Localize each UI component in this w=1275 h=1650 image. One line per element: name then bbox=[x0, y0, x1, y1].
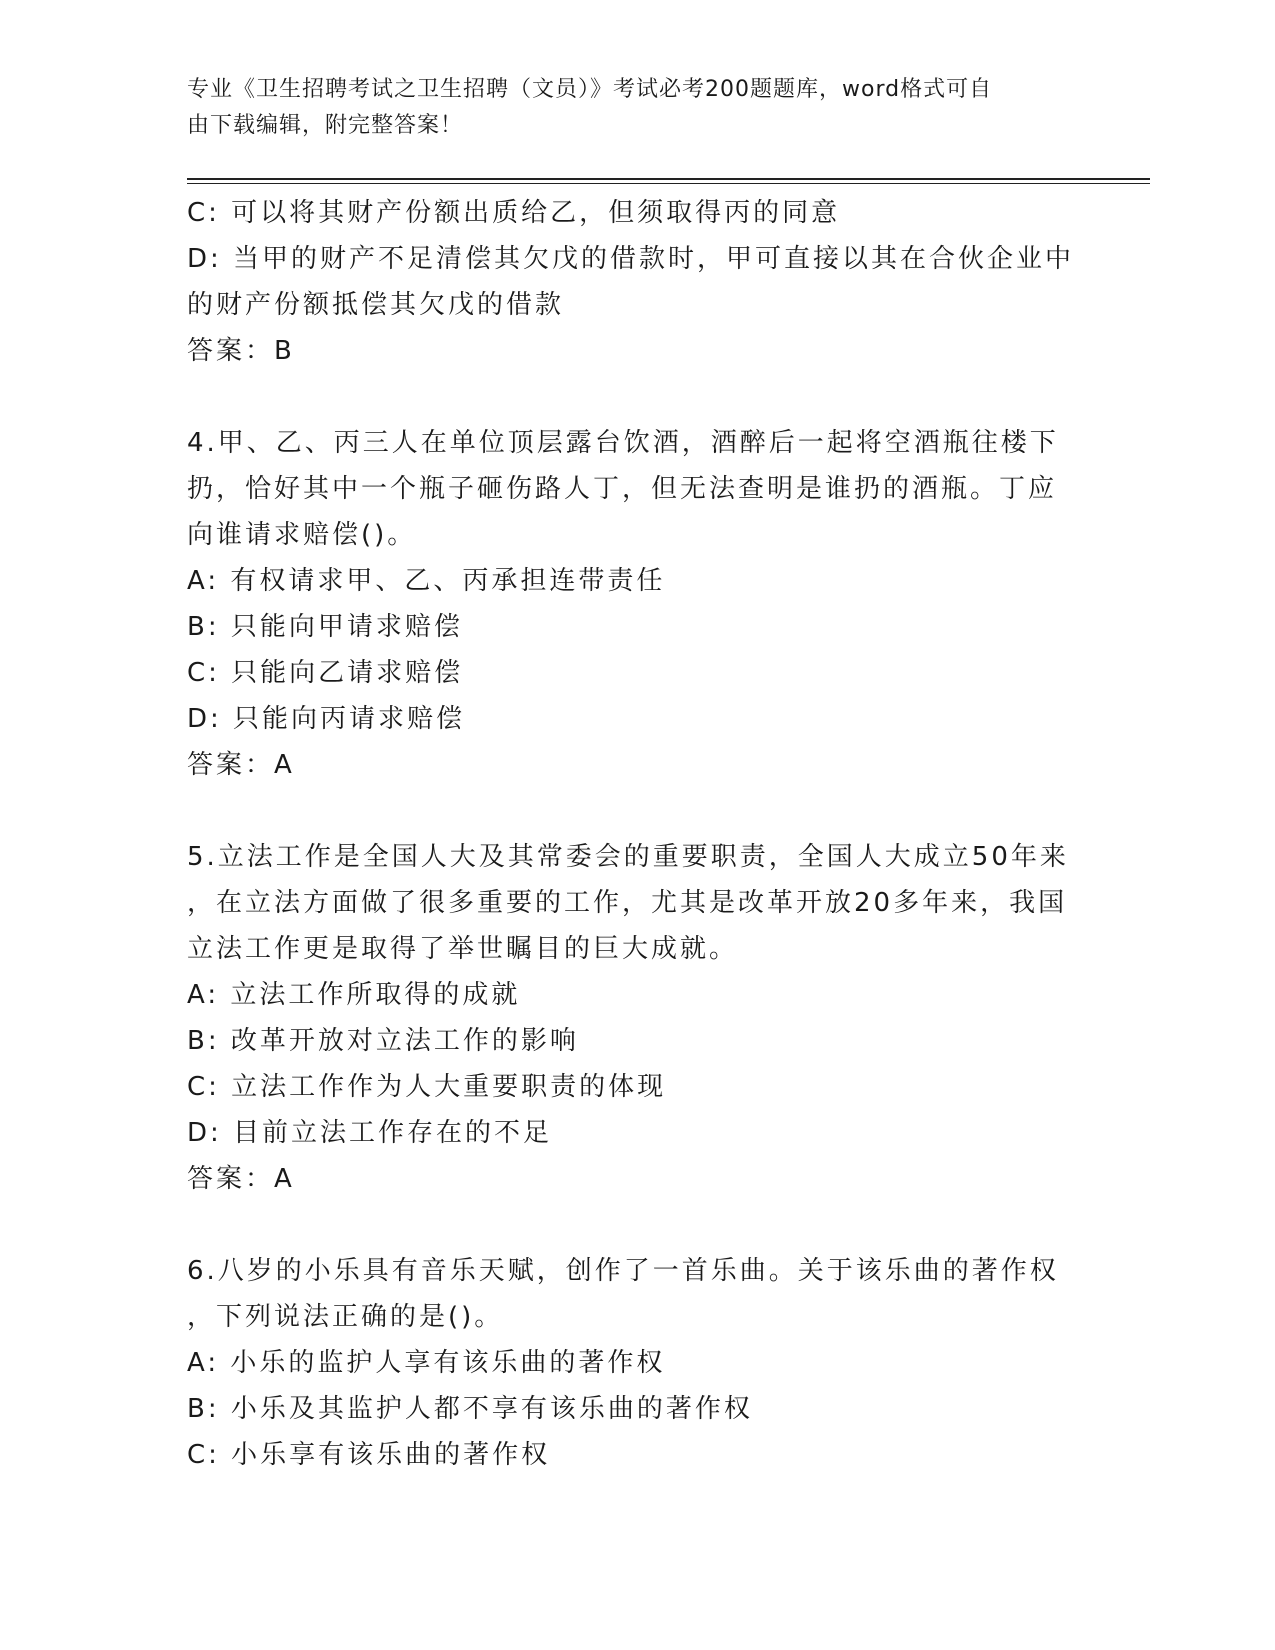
q6-stem-line-2: ，下列说法正确的是()。 bbox=[187, 1302, 504, 1332]
q5-stem-line-3: 立法工作更是取得了举世瞩目的巨大成就。 bbox=[187, 934, 739, 964]
q4-option-d: D: 只能向丙请求赔偿 bbox=[187, 704, 466, 734]
q4-stem-line-2: 扔，恰好其中一个瓶子砸伤路人丁，但无法查明是谁扔的酒瓶。丁应 bbox=[187, 474, 1058, 504]
header-rule-thick bbox=[187, 178, 1150, 180]
q3-option-d-line-2: 的财产份额抵偿其欠戊的借款 bbox=[187, 290, 565, 320]
q4-option-c: C: 只能向乙请求赔偿 bbox=[187, 658, 464, 688]
q6-option-c: C: 小乐享有该乐曲的著作权 bbox=[187, 1440, 551, 1470]
q5-option-a: A: 立法工作所取得的成就 bbox=[187, 980, 521, 1010]
header-line-2: 由下载编辑，附完整答案！ bbox=[187, 113, 464, 138]
q4-option-b: B: 只能向甲请求赔偿 bbox=[187, 612, 463, 642]
q3-option-d-line-1: D: 当甲的财产不足清偿其欠戊的借款时，甲可直接以其在合伙企业中 bbox=[187, 244, 1075, 274]
q5-option-d: D: 目前立法工作存在的不足 bbox=[187, 1118, 553, 1148]
q5-option-b: B: 改革开放对立法工作的影响 bbox=[187, 1026, 579, 1056]
header-line-1: 专业《卫生招聘考试之卫生招聘（文员）》考试必考200题题库，word格式可自 bbox=[187, 77, 993, 102]
question-content bbox=[187, 190, 1075, 1478]
q4-option-a: A: 有权请求甲、乙、丙承担连带责任 bbox=[187, 566, 666, 596]
q6-option-b: B: 小乐及其监护人都不享有该乐曲的著作权 bbox=[187, 1394, 753, 1424]
q6-option-a: A: 小乐的监护人享有该乐曲的著作权 bbox=[187, 1348, 666, 1378]
q3-answer: 答案：B bbox=[187, 336, 295, 366]
q5-stem-line-1: 5.立法工作是全国人大及其常委会的重要职责，全国人大成立50年来 bbox=[187, 842, 1069, 872]
q3-option-c: C: 可以将其财产份额出质给乙，但须取得丙的同意 bbox=[187, 198, 841, 228]
header-rule-thin bbox=[187, 183, 1150, 184]
q4-stem-line-1: 4.甲、乙、丙三人在单位顶层露台饮酒，酒醉后一起将空酒瓶往楼下 bbox=[187, 428, 1059, 458]
q6-stem-line-1: 6.八岁的小乐具有音乐天赋，创作了一首乐曲。关于该乐曲的著作权 bbox=[187, 1256, 1059, 1286]
q5-stem-line-2: ，在立法方面做了很多重要的工作，尤其是改革开放20多年来，我国 bbox=[187, 888, 1068, 918]
document-header bbox=[187, 72, 1087, 144]
q4-stem-line-3: 向谁请求赔偿()。 bbox=[187, 520, 417, 550]
q5-option-c: C: 立法工作作为人大重要职责的体现 bbox=[187, 1072, 667, 1102]
q4-answer: 答案：A bbox=[187, 750, 295, 780]
q5-answer: 答案：A bbox=[187, 1164, 295, 1194]
